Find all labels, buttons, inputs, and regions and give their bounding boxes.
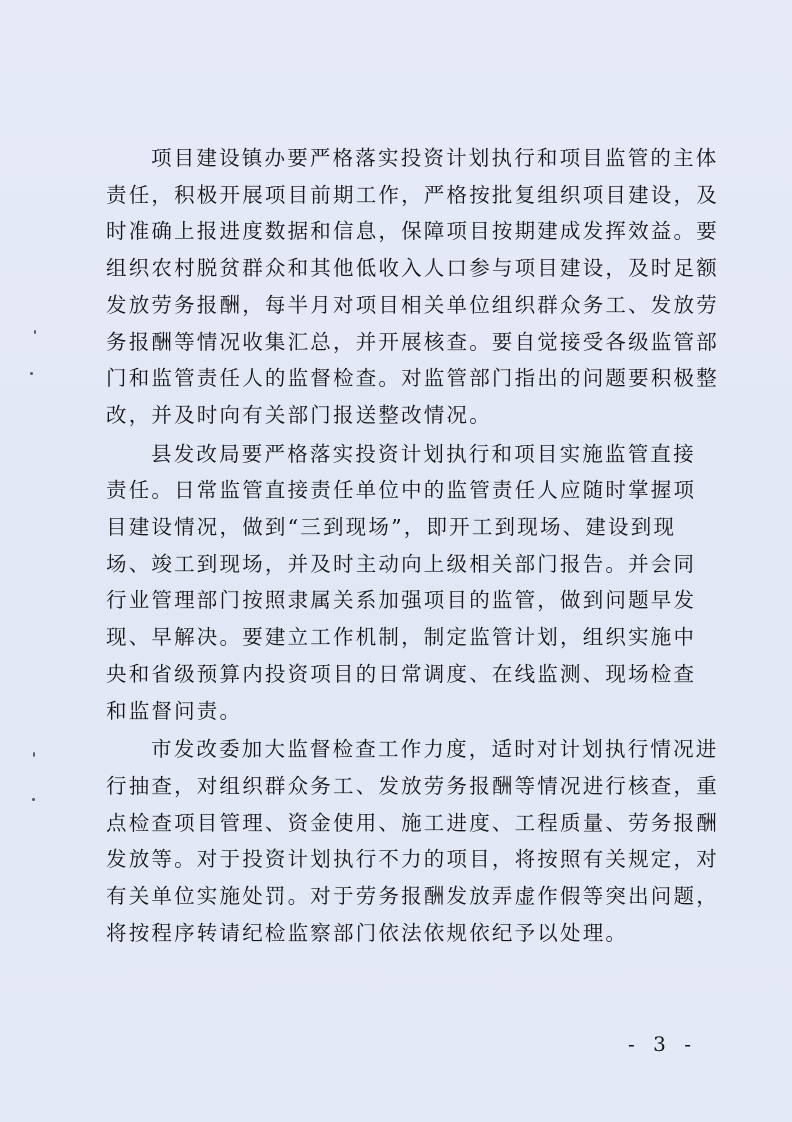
text-line: 发放劳务报酬，每半月对项目相关单位组织群众务工、发放劳 <box>106 292 719 317</box>
text-line: 发放等。对于投资计划执行不力的项目，将按照有关规定，对 <box>106 847 719 872</box>
text-line: 责任。日常监管直接责任单位中的监管责任人应随时掌握项 <box>106 478 697 503</box>
scan-speck <box>32 798 35 801</box>
scan-speck <box>33 752 35 757</box>
text-line: 门和监管责任人的监督检查。对监管部门指出的问题要积极整 <box>106 366 719 391</box>
paragraph-2 <box>106 436 697 730</box>
text-line: 现、早解决。要建立工作机制，制定监管计划，组织实施中 <box>106 625 697 650</box>
text-line: 场、竣工到现场，并及时主动向上级相关部门报告。并会同 <box>106 551 697 576</box>
text-line: 时准确上报进度数据和信息，保障项目按期建成发挥效益。要 <box>106 219 719 244</box>
scan-speck <box>30 372 33 375</box>
text-line: 务报酬等情况收集汇总，并开展核查。要自觉接受各级监管部 <box>106 329 719 354</box>
text-line: 组织农村脱贫群众和其他低收入人口参与项目建设，及时足额 <box>106 256 719 281</box>
text-line: 央和省级预算内投资项目的日常调度、在线监测、现场检查 <box>106 661 697 686</box>
text-line: 目建设情况，做到“三到现场”，即开工到现场、建设到现 <box>106 515 677 540</box>
text-line: 行业管理部门按照隶属关系加强项目的监管，做到问题早发 <box>106 588 697 613</box>
page-number: - 3 - <box>628 1032 697 1056</box>
text-line: 改，并及时向有关部门报送整改情况。 <box>106 402 492 427</box>
paragraph-1 <box>106 140 719 434</box>
text-line: 有关单位实施处罚。对于劳务报酬发放弄虚作假等突出问题， <box>106 884 719 909</box>
text-line: 行抽查，对组织群众务工、发放劳务报酬等情况进行核查，重 <box>106 773 719 798</box>
body-text <box>106 140 719 953</box>
text-line: 县发改局要严格落实投资计划执行和项目实施监管直接 <box>151 441 696 466</box>
scan-speck <box>34 330 36 334</box>
text-line: 项目建设镇办要严格落实投资计划执行和项目监管的主体 <box>151 146 719 170</box>
paragraph-3 <box>106 731 719 951</box>
text-line: 市发改委加大监督检查工作力度，适时对计划执行情况进 <box>151 737 719 762</box>
text-line: 和监督问责。 <box>106 698 243 723</box>
text-line: 将按程序转请纪检监察部门依法依规依纪予以处理。 <box>106 920 629 945</box>
text-line: 责任，积极开展项目前期工作，严格按批复组织项目建设，及 <box>106 182 719 207</box>
text-line: 点检查项目管理、资金使用、施工进度、工程质量、劳务报酬 <box>106 810 719 835</box>
